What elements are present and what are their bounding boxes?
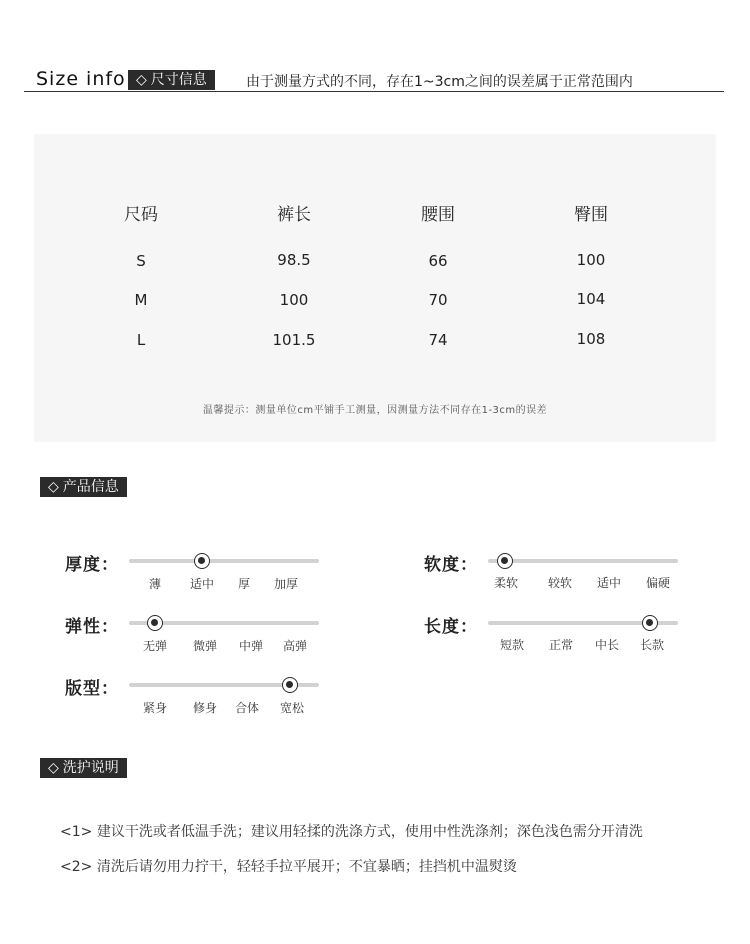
diamond-icon: ◇ [48, 760, 59, 776]
thickness-track [129, 559, 319, 563]
softness-option: 柔软 [493, 576, 519, 590]
elasticity-option: 无弹 [142, 639, 168, 653]
attribute-label-elasticity: 弹性： [65, 617, 119, 637]
table-cell: 100 [576, 251, 606, 269]
table-cell: 98.5 [277, 251, 311, 269]
table-cell: 108 [576, 330, 606, 348]
thickness-option: 厚 [237, 577, 251, 591]
column-header-waist: 腰围 [421, 205, 455, 225]
table-cell: 100 [279, 291, 309, 309]
table-cell: M [134, 291, 148, 309]
thickness-option: 薄 [148, 577, 162, 591]
thickness-option: 适中 [189, 577, 215, 591]
softness-selected-knob [497, 553, 513, 569]
table-cell: 104 [576, 290, 606, 308]
fit-option: 修身 [192, 701, 218, 715]
attribute-label-softness: 软度： [424, 555, 478, 575]
table-cell: 70 [428, 291, 448, 309]
column-header-size: 尺码 [124, 205, 158, 225]
product-info-tag-label: 产品信息 [62, 479, 119, 495]
softness-option: 较软 [547, 576, 573, 590]
care-instructions-tag-label: 洗护说明 [62, 760, 119, 776]
table-cell: 74 [428, 331, 448, 349]
size-info-tag [128, 70, 215, 90]
care-instruction-line: <2> 清洗后请勿用力拧干，轻轻手拉平展开；不宜暴晒；挂挡机中温熨烫 [60, 859, 517, 875]
attribute-label-fit: 版型： [65, 679, 119, 699]
attribute-label-thickness: 厚度： [65, 555, 119, 575]
length-option: 短款 [499, 638, 525, 652]
table-cell: 101.5 [272, 331, 316, 349]
attribute-label-length: 长度： [424, 617, 478, 637]
fit-option: 紧身 [142, 701, 168, 715]
column-header-length: 裤长 [277, 205, 311, 225]
product-info-tag [40, 477, 127, 497]
size-table-note: 温馨提示：测量单位cm平铺手工测量，因测量方法不同存在1-3cm的误差 [202, 405, 548, 416]
softness-track [488, 559, 678, 563]
size-info-tag-label: 尺寸信息 [150, 72, 207, 88]
diamond-icon: ◇ [136, 72, 147, 88]
column-header-hip: 臀围 [574, 205, 608, 225]
section-title-size-info: Size info [36, 68, 126, 90]
table-cell: S [136, 252, 146, 270]
care-instructions-tag [40, 758, 127, 778]
table-cell: 66 [428, 252, 448, 270]
thickness-selected-knob [194, 553, 210, 569]
thickness-option: 加厚 [273, 577, 299, 591]
elasticity-option: 中弹 [238, 639, 264, 653]
fit-option: 宽松 [279, 701, 305, 715]
table-cell: L [136, 331, 146, 349]
diamond-icon: ◇ [48, 479, 59, 495]
length-option: 中长 [594, 638, 620, 652]
measurement-note: 由于测量方式的不同，存在1~3cm之间的误差属于正常范围内 [246, 74, 633, 90]
size-table [34, 134, 716, 442]
fit-option: 合体 [234, 701, 260, 715]
header-divider [24, 91, 724, 92]
fit-selected-knob [282, 677, 298, 693]
care-instruction-line: <1> 建议干洗或者低温手洗；建议用轻揉的洗涤方式，使用中性洗涤剂；深色浅色需分开清洗 [60, 824, 643, 840]
length-selected-knob [642, 615, 658, 631]
length-option: 正常 [548, 638, 574, 652]
length-option: 长款 [639, 638, 665, 652]
softness-option: 适中 [596, 576, 622, 590]
elasticity-selected-knob [147, 615, 163, 631]
softness-option: 偏硬 [645, 576, 671, 590]
elasticity-option: 微弹 [192, 639, 218, 653]
elasticity-option: 高弹 [282, 639, 308, 653]
